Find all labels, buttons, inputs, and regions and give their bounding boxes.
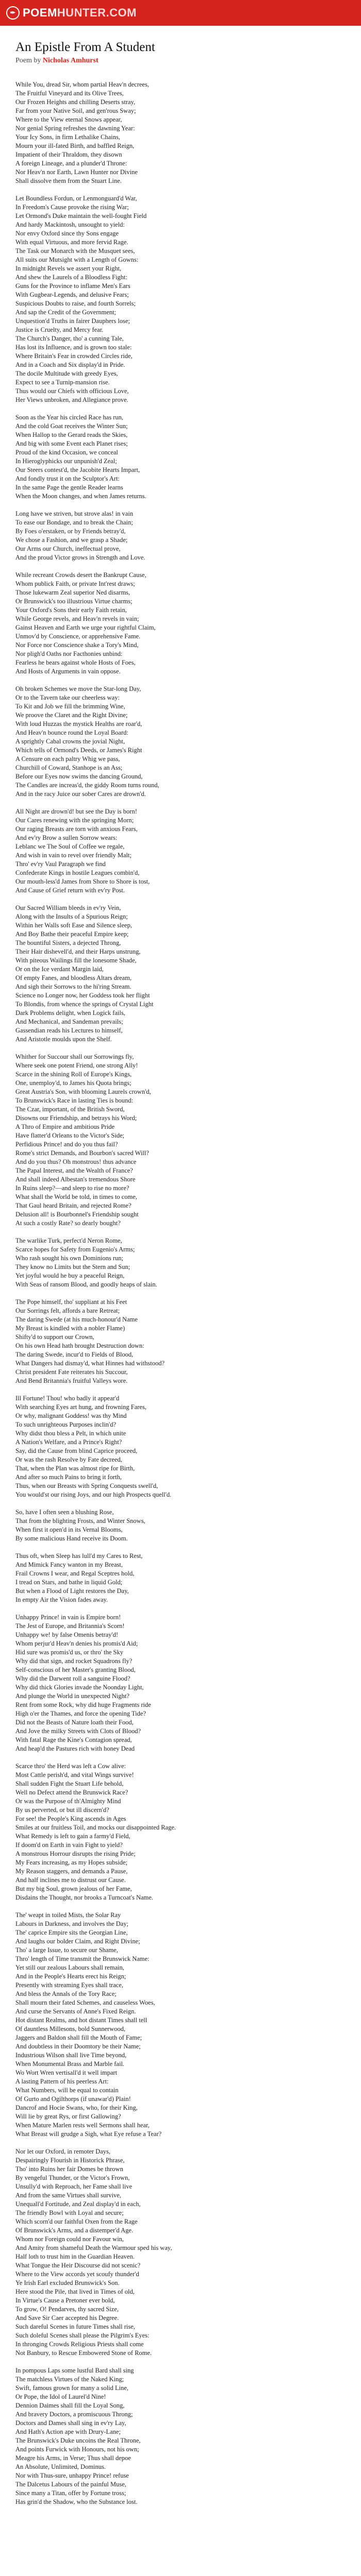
poem-line: Why did the Darwent roll a sanguine Flood? bbox=[15, 1675, 130, 1682]
poem-content bbox=[0, 26, 361, 2576]
poem-line: The matchless Virtues of the Naked King; bbox=[15, 2376, 124, 2383]
poem-line: Hot distant Realms, and hot distant Times shall tell bbox=[15, 2016, 147, 2024]
poem-line: Wo Wort Wren vertisall'd it well impart bbox=[15, 2069, 118, 2076]
poem-line: Have flatter'd Orleans to the Victor's Side; bbox=[15, 1132, 125, 1139]
poem-line: Science no Longer now, her Goddess took her flight bbox=[15, 992, 150, 999]
poem-line: Their Hair dishevell'd, and their Harps unstrung, bbox=[15, 948, 141, 955]
poem-line: The Task our Monarch with the Musquet sees, bbox=[15, 247, 135, 255]
poem-line: To such unrighteous Purposes inclin'd? bbox=[15, 1421, 117, 1428]
poem-line: What Tongue the Heir Discourse did not scenic? bbox=[15, 2262, 141, 2269]
poem-line: Yet joyful would he buy a peaceful Reign, bbox=[15, 1272, 125, 1279]
poem-line: All suits our Mutsight with a Length of Gowns: bbox=[15, 256, 139, 263]
site-logo[interactable] bbox=[6, 6, 137, 20]
poem-line: Or on the Ice verdant Margin laid, bbox=[15, 965, 104, 973]
poem-line: Shall mourn their fated Schemes, and causeless Woes, bbox=[15, 1999, 155, 2006]
poem-line: Unhappy Prince! in vain is Empire born! bbox=[15, 1614, 121, 1621]
poem-line: The Dalcetus Labours of the painful Muse, bbox=[15, 2481, 126, 2488]
poem-line: With Gugbear-Legends, and delusive Fears; bbox=[15, 291, 129, 298]
poem-line: While George revels, and Heav'n revels in vain; bbox=[15, 615, 139, 622]
poem-line: Rome's strict Demands, and Bourbon's sacred Will? bbox=[15, 1149, 149, 1157]
poem-line: For see! the People's King ascends in Ages bbox=[15, 1815, 126, 1822]
poem-line: An Absolute, Unlimited, Dominus. bbox=[15, 2463, 106, 2470]
poem-line: A monstrous Horrour disrupts the rising Pride; bbox=[15, 1850, 136, 1857]
poem-line: Oh broken Schemes we move the Star-long Day, bbox=[15, 685, 141, 692]
poem-line: Such dareful Scenes in future Times shall rise, bbox=[15, 2323, 135, 2330]
poem-line: Whither for Succour shall our Sorrowings fly, bbox=[15, 1053, 134, 1060]
poem-line: We proove the Claret and the Right Divine; bbox=[15, 711, 128, 719]
poem-line: When the Moon changes, and when James returns. bbox=[15, 493, 146, 500]
poem-line: And do you thus? Oh monstrous! thus advance bbox=[15, 1158, 137, 1165]
poem-line: Guns for the Province to inflame Men's Ears bbox=[15, 282, 130, 290]
poem-line: We chose a Fashion, and we grasp a Shade; bbox=[15, 536, 128, 544]
poem-line: Scarce thro' the Herd was left a Cow alive: bbox=[15, 1762, 126, 1770]
poem-line: Unhappy we! by false Omenis betray'd! bbox=[15, 1631, 119, 1638]
poem-stanza bbox=[15, 571, 346, 676]
poem-line: Christ president Fate reiterates his Succour, bbox=[15, 1368, 128, 1376]
poem-line: One, unemploy'd, to James his Quota brings; bbox=[15, 1079, 132, 1087]
poem-line: Nor with Thus-sure, unhappy Prince! refuse bbox=[15, 2472, 129, 2479]
poem-line: Thro' length of Time transmit the Brunswick Name: bbox=[15, 1955, 150, 1962]
poem-line: Long have we striven, but strove alas! in vain bbox=[15, 510, 134, 517]
poem-line: And bless the Annals of the Tory Race; bbox=[15, 1990, 117, 1997]
poem-line: By us perverted, or but ill discern'd? bbox=[15, 1806, 109, 1814]
poem-line: Or Pope, the Idol of Laurel'd Nine! bbox=[15, 2393, 106, 2400]
poem-line: Justice is Cruelty, and Mercy fear. bbox=[15, 326, 104, 333]
poem-line: Whom perjur'd Heav'n denies his promis'd Aid; bbox=[15, 1640, 138, 1647]
poem-line: Whom nor Foreign could nor Favour win, bbox=[15, 2235, 124, 2243]
poem-line: Perfidious Prince! and do you thus fail? bbox=[15, 1141, 118, 1148]
poem-line: And the cold Goat receives the Winter Sun; bbox=[15, 422, 128, 430]
poem-line: A Thro of Empire and ambitious Pride bbox=[15, 1123, 115, 1130]
poem-line: Nor let our Oxford, in remoter Days, bbox=[15, 2148, 110, 2155]
poem-line: Of empty Fanes, and bloodless Altars dream, bbox=[15, 974, 132, 981]
poem-line: The' caprice Empire sits the Georgian Line, bbox=[15, 1929, 128, 1936]
poem-line: Within her Walls soft Ease and Silence sleep, bbox=[15, 922, 132, 929]
poem-line: Our mouth-less'd James from Shore to Shore is tost, bbox=[15, 878, 150, 885]
poem-line: Our Sorrings felt, affords a bare Retreat; bbox=[15, 1307, 120, 1314]
poem-line: Tho' into Ruins her fair Domes be thrown bbox=[15, 2165, 123, 2173]
poem-line: Nor genial Spring refreshes the dawning Year: bbox=[15, 125, 135, 132]
poem-line: The daring Swede (at his much-honour'd Name bbox=[15, 1316, 138, 1323]
poem-line: Unequall'd Fortitude, and Zeal display'd in each, bbox=[15, 2200, 141, 2208]
poem-line: Scarce hopes for Safety from Eugenio's Arms; bbox=[15, 1246, 135, 1253]
poem-line: In midnight Revels we assert your Right, bbox=[15, 265, 122, 272]
poem-line: A foreign Lineage, and a plunder'd Throne: bbox=[15, 160, 127, 167]
poem-line: Ye Irish Earl excluded Brunswick's Son. bbox=[15, 2279, 120, 2286]
poem-line: Your Icy Sons, in firm Lethalike Chains, bbox=[15, 133, 120, 141]
poem-line: Delusion all! is Bourbonnel's Friendship sought bbox=[15, 1211, 139, 1218]
poem-line: Before our Eyes now swims the dancing Ground, bbox=[15, 773, 143, 780]
poem-line: Impatient of their Thraldom, they disown bbox=[15, 151, 122, 158]
poem-line: Churchill of Coward, Stanhope is an Ass; bbox=[15, 764, 123, 771]
poem-line: The Papal Interest, and the Wealth of France? bbox=[15, 1167, 133, 1174]
poem-line: Or was the Purpose of th'Almighty Mind bbox=[15, 1798, 121, 1805]
poem-line: The' weapt in toiled Mists, the Solar Ray bbox=[15, 1911, 121, 1919]
poem-line: In pompous Laps some lustful Bard shall sing bbox=[15, 2367, 134, 2374]
poem-stanza bbox=[15, 1762, 346, 1902]
poem-line: Nor Heav'n nor Earth, Lawn Hunter nor Divine bbox=[15, 168, 138, 176]
poem-line: Industrious Wilson shall live Time beyond, bbox=[15, 2052, 127, 2059]
poem-line: With piteous Wailings fill the lonesome Shade, bbox=[15, 957, 137, 964]
logo-text: POEM bbox=[23, 6, 57, 19]
poem-line: While recreant Crowds desert the Bankrupt Cause, bbox=[15, 571, 146, 579]
poem-line: Of Gurto and Ogilthorps (if unawar'd) Plain! bbox=[15, 2095, 131, 2103]
poem-line: What Numbers, will be equal to contain bbox=[15, 2087, 119, 2094]
author-prefix: Poem by bbox=[15, 57, 41, 64]
poem-line: Great Austria's Son, with blooming Laurels crown'd, bbox=[15, 1088, 151, 1095]
site-header bbox=[0, 0, 361, 26]
poem-line: And shall indeed Albestan's tremendous Shore bbox=[15, 1176, 136, 1183]
poem-line: What shall the World be told, in times to come, bbox=[15, 1193, 137, 1200]
poem-line: Suspicious Doubts to raise, and fourth Sorrels; bbox=[15, 300, 136, 307]
poem-line: And fondly trust it on the Sculptor's Art: bbox=[15, 475, 120, 482]
poem-line: Expect to see a Turnip-mansion rise. bbox=[15, 379, 110, 386]
poem-line: Or was the rash Resolve by Fate decreed, bbox=[15, 1456, 122, 1463]
poem-line: Will lie by great Rys, or first Gallowing? bbox=[15, 2113, 121, 2120]
poem-line: Hid sure was promis'd us, or thro' the Sky bbox=[15, 1649, 124, 1656]
poem-line: And Mechanical, and Sandeman prevails; bbox=[15, 1018, 123, 1025]
poem-line: Thro' ev'ry Vaul Paragraph we find bbox=[15, 860, 106, 868]
poem-stanza bbox=[15, 1394, 346, 1499]
poem-line: Those lukewarm Zeal superior Ned disarms, bbox=[15, 589, 130, 596]
poem-line: On his own Head hath brought Destruction down: bbox=[15, 1342, 144, 1349]
poem-stanza bbox=[15, 1552, 346, 1604]
author-link[interactable]: Nicholas Amhurst bbox=[42, 57, 99, 64]
poem-line: Swift, famous grown for many a solid Line, bbox=[15, 2384, 129, 2392]
poem-line: Why did thick Glories invade the Noonday Light, bbox=[15, 1684, 144, 1691]
poem-line: A Censure on each paltry Whig we pass, bbox=[15, 755, 120, 762]
poem-line: And sap the Credit of the Government; bbox=[15, 309, 117, 316]
poem-line: To grow, O! Pendarves, thy sacred Size, bbox=[15, 2306, 119, 2313]
poem-line: With loud Huzzas the mystick Healths are roar'd, bbox=[15, 720, 142, 727]
poem-line: By some malicious Hand receive its Doom. bbox=[15, 1535, 128, 1542]
poem-line: And Bend Britannia's fruitful Valleys wore. bbox=[15, 1377, 128, 1384]
poem-line: Thus, when our Breasts with Spring Conquests swell'd, bbox=[15, 1482, 158, 1489]
poem-stanza bbox=[15, 510, 346, 562]
poem-line: And after so much Pains to bring it forth, bbox=[15, 1473, 122, 1481]
poem-body bbox=[15, 80, 346, 2506]
poem-line: Where to the View eternal Snows appear, bbox=[15, 116, 122, 123]
poem-line: Leblanc we The Soul of Coffee we regale, bbox=[15, 843, 125, 850]
poem-line: Most Cattle perish'd, and vital Wings survive! bbox=[15, 1771, 134, 1778]
poem-line: You would'st our rising Joys, and our high Prospects quell'd. bbox=[15, 1491, 172, 1498]
poem-line: The warlike Turk, perfect'd Neron Rome, bbox=[15, 1237, 122, 1244]
poem-line: Nor envy Oxford since thy Sons engage bbox=[15, 230, 119, 237]
poem-line: And Aristotle moulds upon the Shelf. bbox=[15, 1036, 112, 1043]
logo-suffix: HUNTER.COM bbox=[57, 6, 137, 19]
poem-line: When Mature Marlen rests well Sermons shall hear, bbox=[15, 2122, 150, 2129]
poem-line: Presently with streaming Eyes shall trace, bbox=[15, 1981, 123, 1989]
poem-line: Has grin'd the Shadow, who the Substance lost. bbox=[15, 2498, 138, 2505]
poem-stanza bbox=[15, 413, 346, 501]
poem-line: And Cause of Grief return with ev'ry Post. bbox=[15, 887, 125, 894]
poem-line: A lasting Pattern of his peerless Art: bbox=[15, 2078, 109, 2085]
poem-line: And wish in vain to revel over friendly Malt; bbox=[15, 852, 132, 859]
poem-line: The Jest of Europe, and Britannia's Scorn! bbox=[15, 1622, 125, 1630]
poem-line: Or Brunswick's too illustrious Virtue charms; bbox=[15, 598, 133, 605]
poem-line: Or why, malignant Goddess! was thy Mind bbox=[15, 1412, 127, 1419]
poem-line: And in the racy Juice our sober Cares are drown'd. bbox=[15, 790, 146, 798]
feather-icon: ✒ bbox=[6, 6, 20, 20]
poem-line: That, when the Plan was almost ripe for Birth, bbox=[15, 1465, 135, 1472]
poem-line: Our Steers contest'd, the Jacobite Hearts Impart, bbox=[15, 466, 140, 473]
poem-line: Which scorn'd our faithful Oxen from the Rage bbox=[15, 2218, 138, 2225]
poem-line: When first it open'd in its Vernal Blooms, bbox=[15, 1526, 123, 1533]
poem-line: Mourn your ill-fated Birth, and baffled Reign, bbox=[15, 142, 135, 149]
poem-line: With equal Virtuous, and more fervid Rage. bbox=[15, 239, 128, 246]
poem-line: And in a Coach and Six display'd in Pride. bbox=[15, 361, 125, 368]
poem-line: Along with the Insults of a Spurious Reign; bbox=[15, 913, 128, 920]
poem-line: And Hath's Action ape with Drury-Lane; bbox=[15, 2428, 121, 2435]
poem-line: The friendly Bowl with Loyal and secure; bbox=[15, 2209, 124, 2216]
poem-line: Let Boundless Fordun, or Lenmonguard'd War, bbox=[15, 195, 137, 202]
poem-line: In empty Air the Vision fades away. bbox=[15, 1596, 108, 1603]
poem-line: In Virtue's Cause a Pretoner ever bold, bbox=[15, 2297, 115, 2304]
poem-line: And big with some Event each Planet rises; bbox=[15, 440, 128, 447]
poem-line: My Breast is kindled with a nobler Flame) bbox=[15, 1325, 125, 1332]
poem-stanza bbox=[15, 1613, 346, 1753]
poem-line: Our Cares renewing with the springing Morn; bbox=[15, 817, 134, 824]
poem-line: And Mimick Fancy wanton in my Breast, bbox=[15, 1561, 123, 1568]
poem-line: Tho' a large Issue, to secure our Shame, bbox=[15, 1946, 118, 1954]
poem-line: Doctors and Dames shall sing in ev'ry Lay, bbox=[15, 2419, 126, 2427]
poem-line: Let Ormond's Duke maintain the well-fought Field bbox=[15, 212, 147, 219]
poem-line: Here stood the Pile, that lived in Times of old, bbox=[15, 2288, 135, 2295]
poem-line: With searching Eyes art hung, and frowning Fares, bbox=[15, 1403, 146, 1411]
poem-line: The Brunswick's Duke uncoins the Real Throne, bbox=[15, 2437, 141, 2444]
poem-line: And ev'ry Brow a sullen Sorrow wears: bbox=[15, 834, 118, 841]
poem-stanza bbox=[15, 1911, 346, 2139]
poem-line: Did not the Beasts of Nature loath their Food, bbox=[15, 1719, 134, 1726]
poem-line: Self-conscious of her Master's granting Blood, bbox=[15, 1666, 136, 1673]
poem-line: My Reason staggers, and demands a Pause, bbox=[15, 1868, 128, 1875]
poem-line: Far from your Native Soil, and gen'rous Sway; bbox=[15, 107, 136, 114]
poem-line: Dennion Daimes shall fill the Loyal Song, bbox=[15, 2402, 125, 2409]
poem-line: Where to the View accords yet scoufy thunder'd bbox=[15, 2270, 139, 2278]
poem-line: Your Oxford's Sons their early Faith retain, bbox=[15, 606, 127, 614]
poem-line: And in the People's Hearts erect his Reign; bbox=[15, 1973, 126, 1980]
poem-line: Why did that sign, and rocket Squadrons fly? bbox=[15, 1657, 133, 1665]
poem-line: Soon as the Year his circled Race has run, bbox=[15, 414, 123, 421]
poem-line: High o'er the Thames, and force the opening Tide? bbox=[15, 1710, 146, 1717]
poem-line: Shifty'd to support our Crown, bbox=[15, 1333, 94, 1341]
poem-line: Of Brunswick's Arms, and a distemper'd Age. bbox=[15, 2227, 134, 2234]
poem-line: Shall sudden Fight the Stuart Life behold, bbox=[15, 1780, 124, 1787]
poem-line: And Save Sir Caer accepted his Degree. bbox=[15, 2314, 119, 2321]
poem-line: Why didst thou bless a Pelt, in which unite bbox=[15, 1430, 126, 1437]
poem-line: While You, dread Sir, whom partial Heav'n decrees, bbox=[15, 81, 149, 88]
poem-line: Gainst Heaven and Earth we urge your rightful Claim, bbox=[15, 624, 156, 631]
poem-line: Frail Crowns I wear, and Regal Sceptres hold, bbox=[15, 1570, 135, 1577]
poem-line: In thronging Crowds Religious Priests shall come bbox=[15, 2341, 144, 2348]
poem-line: At such a costly Rate? so dearly bought? bbox=[15, 1219, 121, 1227]
poem-line: Nor pligh'd Oaths nor Facthonies unbind: bbox=[15, 650, 123, 657]
poem-line: In Hieroglyphicks our unpunish'd Zeal; bbox=[15, 457, 117, 465]
poem-line: And bravery Doctors, a promiscuous Throng; bbox=[15, 2411, 133, 2418]
poem-line: Our Sacred William bleeds in ev'ry Vein, bbox=[15, 904, 121, 911]
poem-line: Disdains the Thought, nor brooks a Turncoat's Name. bbox=[15, 1894, 153, 1901]
poem-line: Jaggers and Baldon shall fill the Mouth of Fame; bbox=[15, 2034, 142, 2041]
poem-line: And Heav'n bounce round the Loyal Board: bbox=[15, 729, 128, 736]
poem-line: The Pope himself, tho' suppliant at his Feet bbox=[15, 1298, 127, 1306]
poem-stanza bbox=[15, 2147, 346, 2358]
poem-line: Dark Problems delight, when Logick fails, bbox=[15, 1009, 125, 1016]
poem-line: In the same Page the gentle Reader learns bbox=[15, 484, 123, 491]
poem-stanza bbox=[15, 80, 346, 185]
poem-line: If doom'd on Earth in vain Fight to yield? bbox=[15, 1841, 123, 1849]
poem-line: And plunge the World in unexpected Night? bbox=[15, 1692, 129, 1700]
poem-stanza bbox=[15, 807, 346, 895]
poem-author-line bbox=[15, 57, 346, 65]
poem-line: And curse the Servants of Anne's Fixed Reign. bbox=[15, 2008, 136, 2015]
poem-line: When Hallop to the Gerard reads the Skies, bbox=[15, 431, 128, 438]
poem-line: But my big Soul, grown jealous of her Fame, bbox=[15, 1885, 132, 1892]
poem-line: A Nation's Welfare, and a Prince's Right? bbox=[15, 1438, 122, 1446]
poem-line: The daring Swede, incur'd to Fields of Blood, bbox=[15, 1351, 134, 1358]
poem-line: To Brunswick's Race in lasting Ties is bound: bbox=[15, 1097, 134, 1104]
poem-line: That from the blighting Frosts, and Winter Snows, bbox=[15, 1517, 145, 1524]
poem-line: Fearless he bears against whole Hosts of Foes, bbox=[15, 659, 136, 666]
poem-line: What Breast will grudge a Sigh, what Eye refuse a Tear? bbox=[15, 2130, 162, 2138]
poem-line: And Hosts of Arguments in vain oppose. bbox=[15, 668, 121, 675]
poem-line: By Foes o'erstaken, or by Friends betray'd, bbox=[15, 528, 126, 535]
poem-line: Yet still our zealous Labours shall remain, bbox=[15, 1964, 124, 1971]
poem-line: With fatal Rage the Kine's Contagion spread, bbox=[15, 1736, 132, 1743]
poem-line: And doubtless in their Doomtory be their Name; bbox=[15, 2043, 141, 2050]
poem-line: The bountiful Sisters, a dejected Throng, bbox=[15, 939, 121, 946]
poem-line: Her Views unbroken, and Allegiance prove. bbox=[15, 396, 128, 403]
poem-line: Who rash sought his own Dominions run; bbox=[15, 1255, 124, 1262]
poem-line: The docile Multitude with greedy Eyes, bbox=[15, 370, 118, 377]
poem-stanza bbox=[15, 1236, 346, 1289]
poem-line: In Freedom's Cause provoke the rising War; bbox=[15, 204, 129, 211]
poem-line: And laughs our bolder Claim, and Right Divine; bbox=[15, 1938, 140, 1945]
poem-line: In Ruins sleep?—and sleep to rise no more? bbox=[15, 1184, 129, 1192]
poem-line: Confederate Kings in hostile Leagues combin'd, bbox=[15, 869, 140, 876]
poem-line: The Czar, important, of the British Sword, bbox=[15, 1106, 125, 1113]
poem-line: Despairingly Flourish in Historick Phrase, bbox=[15, 2157, 125, 2164]
poem-line: And points Furwick with Honours, not his own; bbox=[15, 2446, 139, 2453]
poem-stanza bbox=[15, 194, 346, 404]
poem-stanza bbox=[15, 1508, 346, 1543]
poem-line: Of dauntless Millesons, bold Sunnerwood, bbox=[15, 2025, 126, 2032]
poem-line: Our Frozen Heights and chilling Deserts stray, bbox=[15, 98, 136, 106]
poem-line: Unsully'd with Reproach, her Fame shall live bbox=[15, 2183, 133, 2190]
poem-line: And hardy Mackintosh, unsought to yield: bbox=[15, 221, 125, 228]
poem-line: What Dangers had dismay'd, what Hinnes had withstood? bbox=[15, 1360, 165, 1367]
poem-line: By vengeful Thunder, or the Victor's Frown, bbox=[15, 2174, 130, 2181]
poem-line: Smiles at our fruitless Toil, and mocks our disappointed Rage. bbox=[15, 1824, 176, 1831]
poem-line: When Monumental Brass and Marble fail. bbox=[15, 2060, 125, 2067]
poem-line: Thus oft, when Sleep has lull'd my Cares to Rest, bbox=[15, 1552, 143, 1560]
poem-line: And Amity from shameful Death the Warmour sped his way, bbox=[15, 2244, 172, 2251]
poem-line: Rent from some Rock, why did huge Fragments ride bbox=[15, 1701, 151, 1708]
poem-line: The Fruitful Vineyard and its Olive Trees, bbox=[15, 90, 124, 97]
poem-line: I tread on Stars, and bathe in liquid Gold; bbox=[15, 1579, 123, 1586]
poem-line: All Night are drown'd! but see the Day is born! bbox=[15, 808, 137, 815]
poem-stanza bbox=[15, 1298, 346, 1385]
poem-line: They know no Limits but the Stern and Sun; bbox=[15, 1263, 130, 1270]
poem-line: So, have I often seen a blushing Rose, bbox=[15, 1509, 114, 1516]
poem-line: Or to the Tavern take our cheerless way: bbox=[15, 694, 120, 701]
poem-stanza bbox=[15, 685, 346, 799]
poem-line: Which tells of Ormond's Deeds, or James's Right bbox=[15, 747, 142, 754]
poem-line: And Boy Bathe their peaceful Empire keep; bbox=[15, 930, 129, 938]
poem-line: Since many a Titan, offer by Fortune tross; bbox=[15, 2489, 126, 2497]
poem-line: Gassendian reads his Lectures to himself, bbox=[15, 1027, 123, 1034]
poem-line: Half loth to trust him in the Guardian Heaven. bbox=[15, 2253, 135, 2260]
poem-line: What Remedy is left to gain a farmy'd Field, bbox=[15, 1833, 130, 1840]
poem-line: Nor Force nor Conscience shake a Tory's Mind, bbox=[15, 641, 139, 649]
poem-line: Dancrof and Hocie Swans, who, for their King, bbox=[15, 2104, 138, 2111]
poem-line: Where Britain's Fear in crowded Circles ride, bbox=[15, 352, 133, 360]
poem-line: Proud of the kind Occasion, we conceal bbox=[15, 449, 118, 456]
poem-line: Scarce in the shining Roll of Europe's Kings, bbox=[15, 1071, 132, 1078]
poem-line: That Gaul heard Britain, and rejected Rome? bbox=[15, 1202, 132, 1209]
poem-line: And heap'd the Pastures rich with honey Dead bbox=[15, 1745, 135, 1752]
poem-line: Disowns our Friendship, and betrays his Word; bbox=[15, 1114, 137, 1122]
poem-line: Shall dissolve them from the Stuart Line. bbox=[15, 177, 122, 184]
poem-line: My Fears increasing, as my Hopes subside; bbox=[15, 1859, 127, 1866]
poem-stanza bbox=[15, 1053, 346, 1228]
poem-line: Thus would our Chiefs with officious Love, bbox=[15, 387, 129, 395]
poem-line: And sigh their Sorrows to the hi'ring Stream. bbox=[15, 983, 132, 990]
poem-line: To Blondis, from whence the springs of Crystal Light bbox=[15, 1001, 154, 1008]
poem-line: Labours in Darkness, and involves the Day; bbox=[15, 1920, 129, 1927]
poem-line: And from the same Virtues shall survive, bbox=[15, 2192, 121, 2199]
poem-line: Well no Defect attend the Brunswick Race? bbox=[15, 1789, 128, 1796]
poem-line: With Seas of ransom Blood, and goodly heaps of slain. bbox=[15, 1281, 157, 1288]
poem-line: To ease our Bondage, and to break the Chain; bbox=[15, 519, 133, 526]
poem-stanza bbox=[15, 2366, 346, 2506]
poem-line: Our Arms our Church, ineffectual prove, bbox=[15, 545, 121, 552]
poem-line: And half inclines me to distrust our Cause. bbox=[15, 1876, 126, 1884]
poem-line: A sprightly Cabal crowns the jovial Night, bbox=[15, 738, 125, 745]
poem-line: But when a Flood of Light restores the Day, bbox=[15, 1587, 129, 1595]
poem-line: To Kit and Job we fill the brimming Wine, bbox=[15, 703, 125, 710]
poem-line: Has lost its Influence, and is grown too stale: bbox=[15, 344, 132, 351]
poem-line: Say, did the Cause from blind Caprice proceed, bbox=[15, 1447, 138, 1454]
poem-stanza bbox=[15, 904, 346, 1044]
poem-line: The Church's Danger, tho' a cunning Tale, bbox=[15, 335, 124, 342]
poem-title: An Epistle From A Student bbox=[15, 40, 155, 54]
poem-line: Our raging Breasts are torn with anxious Fears, bbox=[15, 825, 138, 833]
poem-line: Such doleful Scenes shall please the Pilgrim's Eyes: bbox=[15, 2332, 150, 2339]
poem-line: And Jove the milky Streets with Clots of Blood? bbox=[15, 1727, 141, 1735]
poem-line: Unmov'd by Conscience, or apprehensive Fame. bbox=[15, 633, 141, 640]
poem-line: And shew the Laurels of a Bloodless Fight: bbox=[15, 274, 127, 281]
poem-line: The Candles are increas'd, the giddy Room turns round, bbox=[15, 782, 159, 789]
poem-line: Where seek one potent Friend, one strong Ally! bbox=[15, 1062, 138, 1069]
poem-line: Unquestion'd Truths in fairer Dauphers lose; bbox=[15, 317, 130, 325]
poem-line: Meagre his Arms, in Verse; Thus shall depoe bbox=[15, 2454, 131, 2462]
poem-line: And the proud Victor grows in Strength and Love. bbox=[15, 554, 145, 561]
poem-line: Ill Fortune! Thou! who badly it appear'd bbox=[15, 1395, 120, 1402]
poem-line: Whom publick Faith, or private Int'rest draws; bbox=[15, 580, 135, 587]
poem-line: Not Banbury, to Rescue Embowered Stone of Rome. bbox=[15, 2349, 152, 2357]
